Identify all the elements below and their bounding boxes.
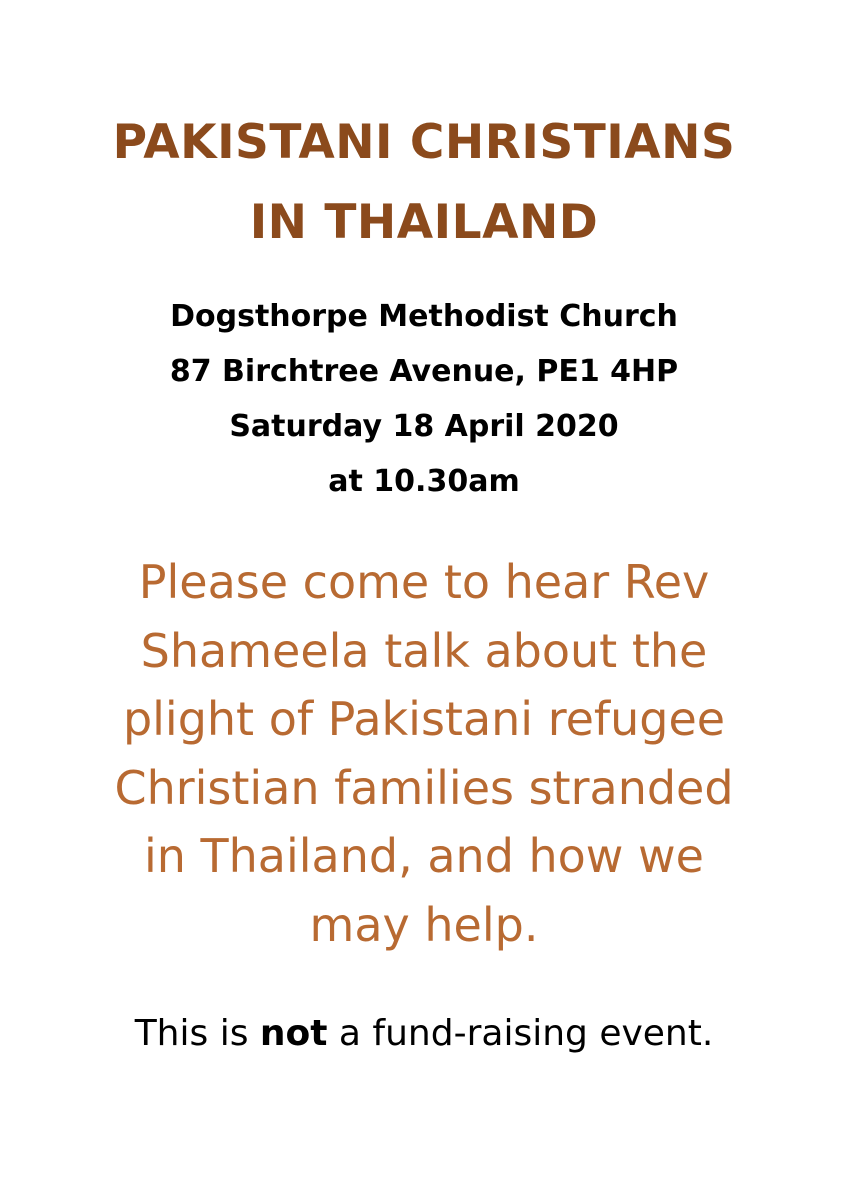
event-date: Saturday 18 April 2020 (229, 409, 619, 444)
description-line-3: plight of Pakistani refugee (122, 692, 726, 746)
flyer-title (0, 103, 848, 263)
event-description (0, 548, 848, 959)
description-line-2: Shameela talk about the (140, 623, 708, 678)
fundraising-note (0, 1006, 848, 1062)
title-line-2: IN THAILAND (249, 195, 599, 250)
event-venue: Dogsthorpe Methodist Church (170, 299, 678, 334)
note-text-before: This is (134, 1013, 260, 1054)
description-line-1: Please come to hear Rev (138, 555, 710, 609)
event-address: 87 Birchtree Avenue, PE1 4HP (169, 354, 679, 389)
description-line-6: may help. (309, 897, 539, 952)
description-line-5: in Thailand, and how we (144, 829, 704, 883)
note-text-after: a fund-raising event. (327, 1013, 714, 1054)
event-time: at 10.30am (328, 464, 520, 499)
note-emphasis: not (259, 1013, 328, 1054)
description-line-4: Christian families stranded (114, 760, 734, 815)
event-details (0, 289, 848, 509)
title-line-1: PAKISTANI CHRISTIANS (112, 115, 736, 170)
